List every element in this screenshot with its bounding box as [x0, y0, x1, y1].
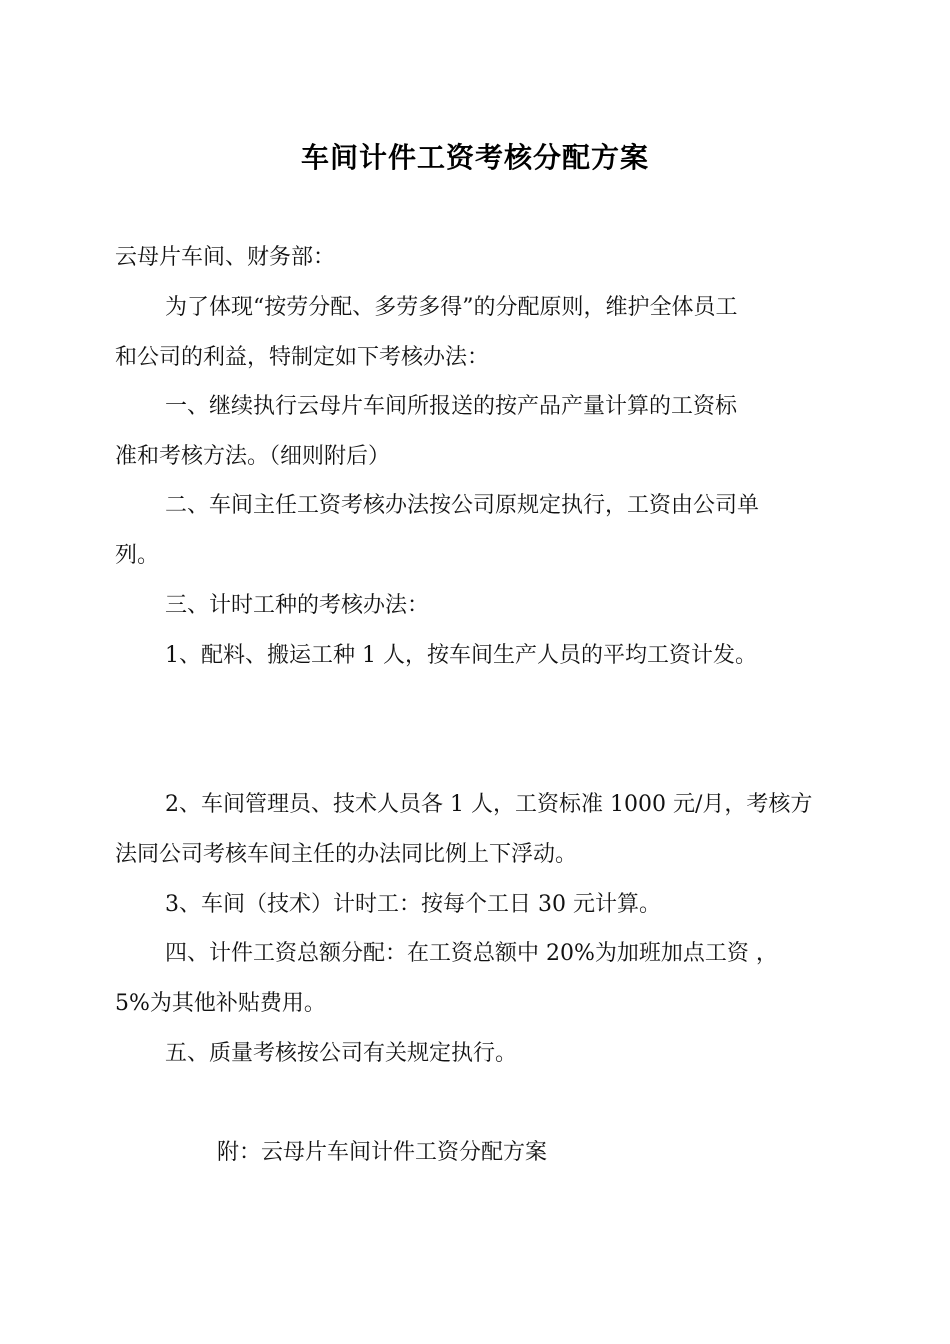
paragraph-intro-line-1: 为了体现“按劳分配、多劳多得”的分配原则，维护全体员工	[165, 295, 738, 320]
section-one-line-2: 准和考核方法。（细则附后）	[115, 444, 391, 469]
section-three-heading: 三、计时工种的考核办法：	[165, 593, 430, 618]
section-four-line-1: 四、计件工资总额分配：在工资总额中 20%为加班加点工资 ，	[165, 941, 778, 966]
paragraph-intro-line-2: 和公司的利益，特制定如下考核办法：	[115, 345, 490, 370]
attachment-note: 附：云母片车间计件工资分配方案	[217, 1140, 548, 1165]
section-three-item-3: 3、车间（技术）计时工：按每个工日 30 元计算。	[165, 892, 661, 917]
section-three-item-1: 1、配料、搬运工种 1 人，按车间生产人员的平均工资计发。	[165, 643, 757, 668]
section-five: 五、质量考核按公司有关规定执行。	[165, 1041, 518, 1066]
salutation: 云母片车间、财务部：	[115, 245, 336, 270]
section-two-line-2: 列。	[115, 543, 160, 568]
document-title: 车间计件工资考核分配方案	[300, 141, 649, 174]
section-four-line-2: 5%为其他补贴费用。	[115, 991, 326, 1016]
section-one-line-1: 一、继续执行云母片车间所报送的按产品产量计算的工资标	[165, 394, 738, 419]
section-two-line-1: 二、车间主任工资考核办法按公司原规定执行，工资由公司单	[165, 493, 760, 518]
section-three-item-2-line-2: 法同公司考核车间主任的办法同比例上下浮动。	[115, 842, 578, 867]
section-three-item-2-line-1: 2、车间管理员、技术人员各 1 人，工资标准 1000 元/月，考核方	[165, 792, 813, 817]
